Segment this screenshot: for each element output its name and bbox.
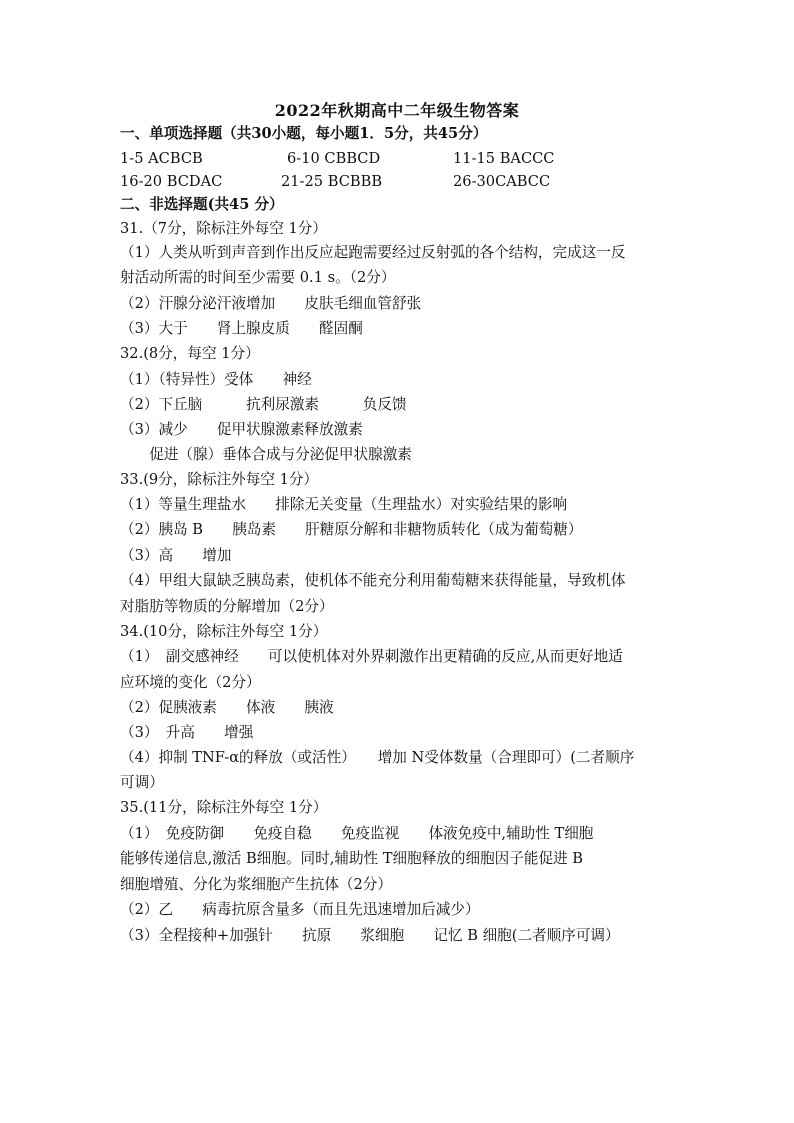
answer-line: 应环境的变化（2分）: [120, 674, 261, 691]
answer-line: （2）汗腺分泌汗液增加 皮肤毛细血管舒张: [120, 295, 422, 312]
answer-line: （1） 副交感神经 可以使机体对外界刺激作出更精确的反应,从而更好地适: [120, 648, 623, 665]
answer-group: 1-5 ACBCB: [120, 150, 203, 167]
answer-line: （3）大于 肾上腺皮质 醛固酮: [120, 320, 363, 337]
answer-line: 能够传递信息,激活 B细胞。同时,辅助性 T细胞释放的细胞因子能促进 B: [120, 850, 584, 867]
answer-line: 射活动所需的时间至少需要 0.1 s。（2分）: [120, 269, 396, 286]
answer-line: （4）甲组大鼠缺乏胰岛素，使机体不能充分利用葡萄糖来获得能量，导致机体: [120, 572, 626, 589]
answer-line: （3） 升高 增强: [120, 724, 254, 741]
answer-group: 6-10 CBBCD: [287, 150, 381, 167]
answer-group: 26-30CABCC: [453, 173, 551, 190]
answer-group: 11-15 BACCC: [453, 150, 555, 167]
answer-line: （3）高 增加: [120, 547, 232, 564]
page-title: 2022年秋期高中二年级生物答案: [274, 101, 520, 120]
answer-line: （2）胰岛 B 胰岛素 肝糖原分解和非糖物质转化（成为葡萄糖）: [120, 521, 583, 538]
section1-heading: 一、单项选择题（共30小题，每小题1．5分，共45分）: [120, 125, 488, 142]
answer-line: （1）（特异性）受体 神经: [120, 371, 312, 388]
answer-line: 对脂肪等物质的分解增加（2分）: [120, 598, 334, 615]
answer-line: （1）等量生理盐水 排除无关变量（生理盐水）对实验结果的影响: [120, 496, 568, 513]
answer-line: （2）乙 病毒抗原含量多（而且先迅速增加后减少）: [120, 901, 480, 918]
answer-line: 促进（腺）垂体合成与分泌促甲状腺激素: [120, 446, 412, 463]
answer-group: 21-25 BCBBB: [281, 173, 383, 190]
answer-line: 35.(11分，除标注外每空 1分）: [120, 799, 328, 816]
answer-line: （3）减少 促甲状腺激素释放激素: [120, 421, 363, 438]
answer-group: 16-20 BCDAC: [120, 173, 223, 190]
answer-line: 32.(8分，每空 1分）: [120, 345, 260, 362]
answer-line: （1）人类从听到声音到作出反应起跑需要经过反射弧的各个结构，完成这一反: [120, 244, 626, 261]
answer-line: （2）促胰液素 体液 胰液: [120, 699, 334, 716]
answer-line: 33.(9分，除标注外每空 1分）: [120, 471, 319, 488]
answer-line: （1） 免疫防御 免疫自稳 免疫监视 体液免疫中,辅助性 T细胞: [120, 825, 594, 842]
answer-line: 34.(10分，除标注外每空 1分）: [120, 623, 328, 640]
answer-line: 31.（7分，除标注外每空 1分）: [120, 220, 327, 237]
answer-line: 细胞增殖、分化为浆细胞产生抗体（2分）: [120, 876, 392, 893]
section2-heading: 二、非选择题(共45 分）: [120, 196, 284, 213]
answer-line: （2）下丘脑 抗利尿激素 负反馈: [120, 396, 407, 413]
answer-line: 可调）: [120, 774, 164, 791]
answer-line: （3）全程接种+加强针 抗原 浆细胞 记忆 B 细胞(二者顺序可调）: [120, 927, 620, 944]
answer-line: （4）抑制 TNF-α的释放（或活性） 增加 N受体数量（合理即可）(二者顺序: [120, 749, 635, 766]
